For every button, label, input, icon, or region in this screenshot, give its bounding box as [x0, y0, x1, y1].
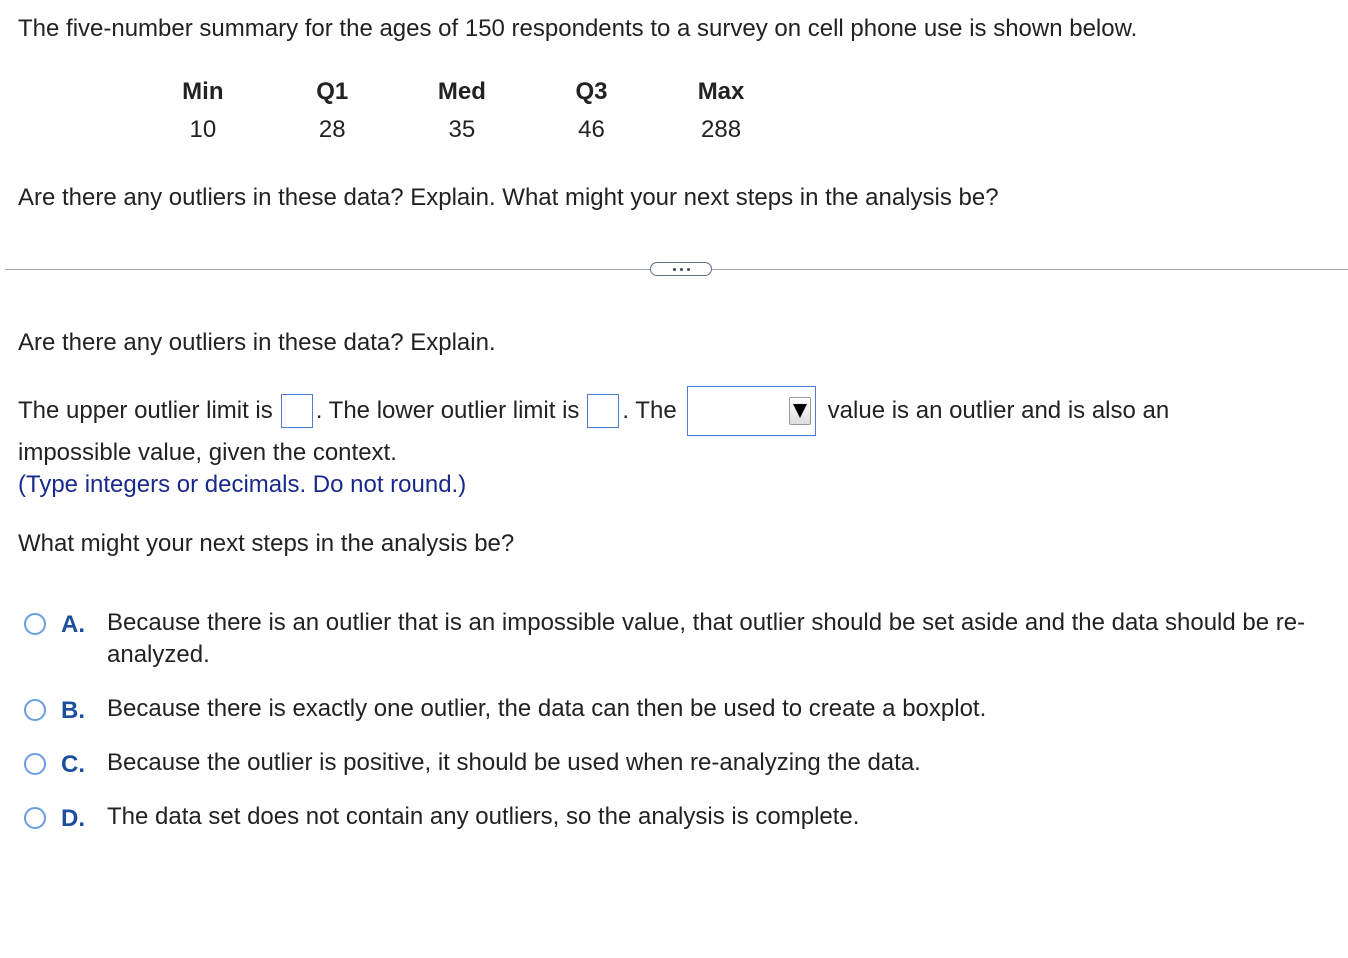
value-q1: 28 — [318, 116, 346, 143]
triangle-down-icon — [793, 404, 807, 418]
option-c[interactable] — [24, 751, 1344, 779]
value-q3: 46 — [578, 116, 605, 143]
outlier-type-dropdown[interactable] — [687, 386, 816, 436]
option-c-text: Because the outlier is positive, it should be used when re-analyzing the data. — [107, 749, 921, 776]
option-b-text: Because there is exactly one outlier, the data can then be used to create a boxplot. — [107, 695, 987, 722]
option-d[interactable] — [24, 805, 1344, 833]
value-med: 35 — [448, 116, 476, 143]
option-b[interactable] — [24, 697, 1344, 725]
header-q1: Q1 — [316, 78, 349, 105]
header-q3: Q3 — [575, 78, 608, 105]
option-a-letter: A. — [61, 611, 85, 638]
dropdown-arrow-button[interactable] — [789, 397, 811, 425]
header-med: Med — [437, 78, 486, 105]
header-max: Max — [697, 78, 745, 105]
value-max: 288 — [701, 116, 742, 143]
five-number-summary-table — [138, 78, 786, 148]
option-c-radio[interactable] — [24, 753, 46, 775]
expand-button[interactable] — [650, 262, 712, 276]
intro-text: The five-number summary for the ages of 150 respondents to a survey on cell phone use is shown below. — [18, 15, 1138, 42]
option-b-letter: B. — [61, 697, 85, 724]
fill-in-text-2: . The lower outlier limit is — [315, 397, 580, 424]
option-c-letter: C. — [61, 751, 85, 778]
fill-in-sentence — [18, 386, 1169, 436]
option-d-text: The data set does not contain any outliers, so the analysis is complete. — [107, 803, 860, 830]
option-a-text: Because there is an outlier that is an impossible value, that outlier should be set aside and the data should be re-analyzed. — [107, 609, 1306, 668]
main-question: Are there any outliers in these data? Explain. What might your next steps in the analysis be? — [18, 184, 999, 211]
option-a[interactable] — [24, 611, 1344, 671]
header-min: Min — [182, 78, 224, 105]
option-d-letter: D. — [61, 805, 85, 832]
ellipsis-icon — [680, 268, 683, 271]
sub-question: Are there any outliers in these data? Explain. — [18, 329, 496, 356]
option-b-radio[interactable] — [24, 699, 46, 721]
upper-limit-input[interactable] — [281, 394, 313, 428]
ellipsis-icon — [673, 268, 676, 271]
fill-in-text-5: impossible value, given the context. — [18, 439, 397, 466]
option-a-radio[interactable] — [24, 613, 46, 635]
fill-in-text-3: . The — [622, 397, 677, 424]
value-min: 10 — [189, 116, 217, 143]
ellipsis-icon — [687, 268, 690, 271]
fill-in-text-1: The upper outlier limit is — [18, 397, 273, 424]
fill-in-text-4: value is an outlier and is also an — [827, 397, 1170, 424]
input-hint: (Type integers or decimals. Do not round.) — [18, 471, 467, 498]
option-d-radio[interactable] — [24, 807, 46, 829]
next-steps-question: What might your next steps in the analysis be? — [18, 530, 515, 557]
lower-limit-input[interactable] — [587, 394, 619, 428]
